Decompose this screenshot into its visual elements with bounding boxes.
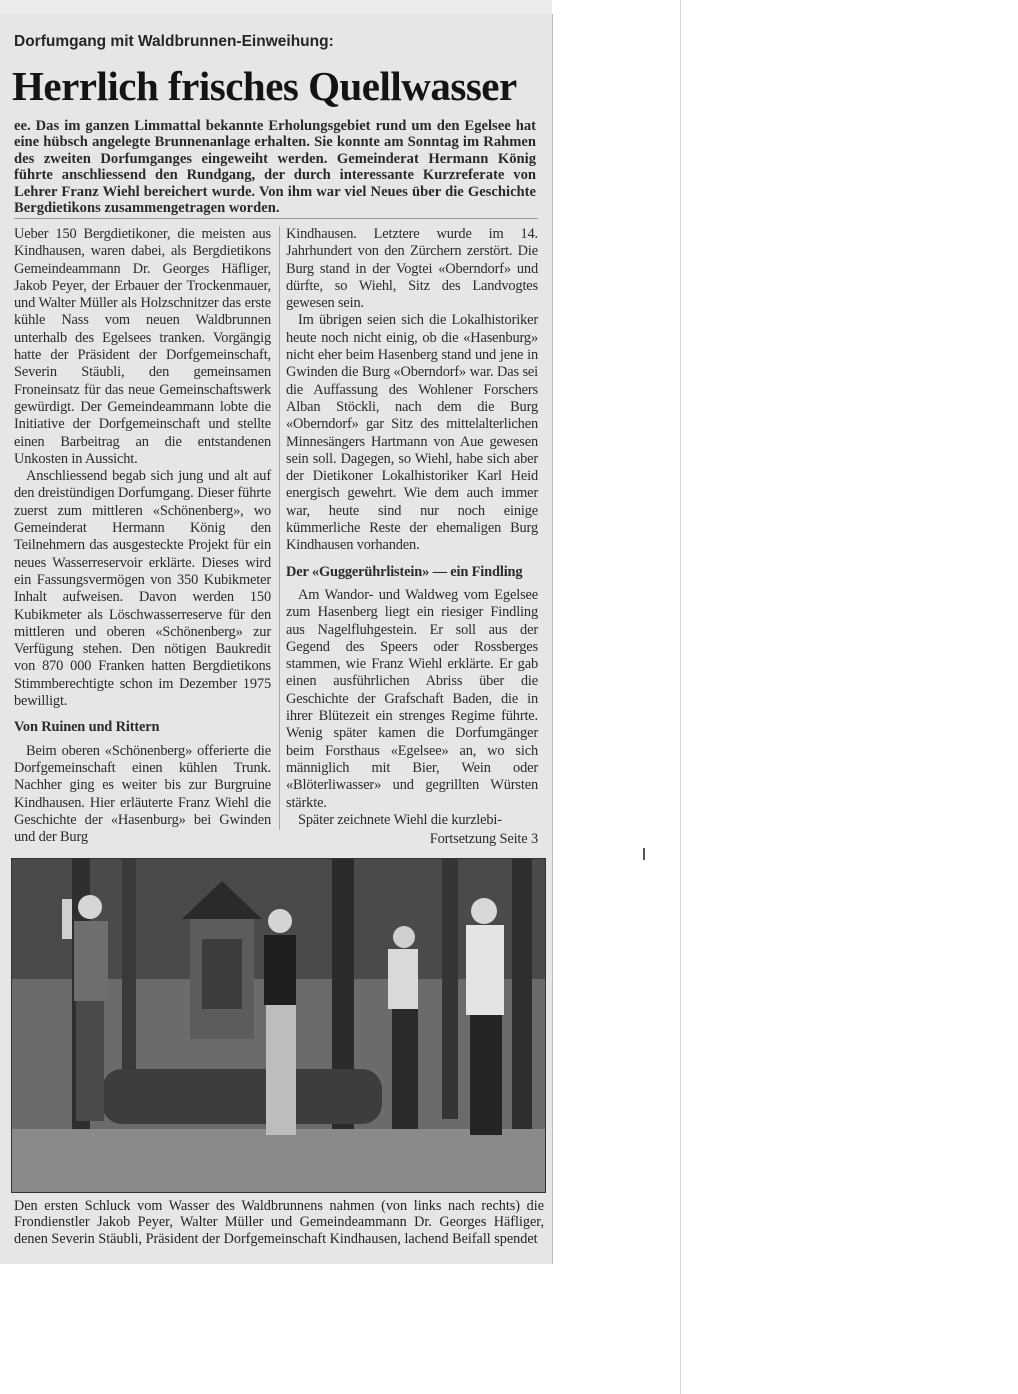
subheading: Von Ruinen und Rittern: [14, 719, 160, 736]
scan-edge-line: [680, 0, 681, 1394]
paragraph: Ueber 150 Bergdietikoner, die meisten aus Kindhausen, waren dabei, als Bergdietikons Gemeindeammann Dr. Georges Häfliger, Jakob Peyer, der Erbauer der Trockenmauer, und Walter Müller als Holzschnitzer das erste kühle Nass vom neuen Waldbrunnen unterhalb des Egelsees tranken. Vorgängig hatte der Präsident der Dorfgemeinschaft, Severin Stäubli, den gemeinsamen Froneinsatz für das neue Gemeinschaftswerk gewürdigt. Der Gemeindeammann lobte die Initiative der Dorfgemeinschaft und stellte einen Barbeitrag an die entstandenen Unkosten in Aussicht.: [14, 226, 271, 467]
lead-paragraph: ee. Das im ganzen Limmattal bekannte Erholungsgebiet rund um den Egelsee hat eine hübsch angelegte Brunnenanlage erhalten. Sie konnte am Sonntag im Rahmen des zweiten Dorfumganges eingeweiht werden. Gemeinderat Hermann König führte anschliessend den Rundgang, der durch interessante Kurzreferate von Lehrer Franz Wiehl bereichert wurde. Von ihm war viel Neues über die Geschichte Bergdietikons zusammengetragen worden.: [14, 118, 536, 217]
clipping-top-edge: [0, 0, 552, 14]
headline: Herrlich frisches Quellwasser: [12, 63, 517, 109]
photo-scene: [12, 859, 545, 1192]
paragraph: Später zeichnete Wiehl die kurzlebi-: [298, 811, 502, 828]
column-right: [286, 226, 538, 848]
paragraph: Kindhausen. Letztere wurde im 14. Jahrhundert von den Zürchern zerstört. Die Burg stand in der Vogtei «Oberndorf» und dürfte, so Wiehl, Sitz des Landvogtes gewesen sein.: [286, 226, 538, 312]
pencil-mark: [643, 848, 645, 860]
subheading: Der «Guggerührlistein» — ein Findling: [286, 563, 523, 580]
paragraph: Anschliessend begab sich jung und alt auf den dreistündigen Dorfumgang. Dieser führte zuerst zum mittleren «Schönenberg», wo Gemeinderat Hermann König den Teilnehmern das ausgesteckte Projekt für ein neues Wasserreservoir erklärte. Dieses wird ein Fassungsvermögen von 350 Kubikmeter Inhalt aufweisen. Davon werden 150 Kubikmeter als Löschwasserreserve für den mittleren und oberen «Schönenberg» zur Verfügung stehen. Den nötigen Baukredit von 870 000 Franken hatten Bergdietikons Stimmberechtigte schon im Dezember 1975 bewilligt.: [14, 468, 271, 710]
article-photo: [11, 858, 546, 1193]
column-left: [14, 226, 271, 846]
paragraph: Am Wandor- und Waldweg vom Egelsee zum Hasenberg liegt ein riesiger Findling aus Nagelfluhgestein. Er soll aus der Gegend des Speers oder Rossberges stammen, wie Franz Wiehl erklärte. Er gab einen ausführlichen Abriss über die Geschichte der Grafschaft Baden, die in ihrer Blütezeit ein strenges Regime führte. Wenig später kamen die Dorfumgänger beim Forsthaus «Egelsee» an, wo sich männiglich mit Bier, Wein oder «Blöterliwasser» und gegrillten Würsten stärkte.: [286, 586, 538, 811]
continued-note: Fortsetzung Seite 3: [429, 831, 538, 848]
photo-caption: Den ersten Schluck vom Wasser des Waldbrunnens nahmen (von links nach rechts) die Frondienstler Jakob Peyer, Walter Müller und Gemeindeammann Dr. Georges Häfliger, denen Severin Stäubli, Präsident der Dorfgemeinschaft Kindhausen, lachend Beifall spendet: [14, 1198, 544, 1247]
paragraph: Im übrigen seien sich die Lokalhistoriker heute noch nicht einig, ob die «Hasenburg» nicht eher beim Hasenberg stand und jene in Gwinden die Burg «Oberndorf» war. Das sei die Auffassung des Wohlener Forschers Alban Stöckli, nach dem die Burg «Oberndorf» gar Sitz des mittelalterlichen Minnesängers Hartmann von Aue gewesen sein soll. Dagegen, so Wiehl, habe sich aber der Dietikoner Lokalhistoriker Karl Heid energisch gewehrt. Wie dem auch immer war, heute sind nur noch einige kümmerliche Reste der ehemaligen Burg Kindhausen vorhanden.: [286, 312, 538, 554]
kicker: Dorfumgang mit Waldbrunnen-Einweihung:: [14, 33, 334, 50]
lead-divider: [14, 218, 538, 219]
column-divider: [279, 226, 280, 830]
paragraph: Beim oberen «Schönenberg» offerierte die Dorfgemeinschaft einen kühlen Trunk. Nachher ging es weiter bis zur Burgruine Kindhausen. Hier erläuterte Franz Wiehl die Geschichte der «Hasenburg» bei Gwinden und der Burg: [14, 742, 271, 846]
